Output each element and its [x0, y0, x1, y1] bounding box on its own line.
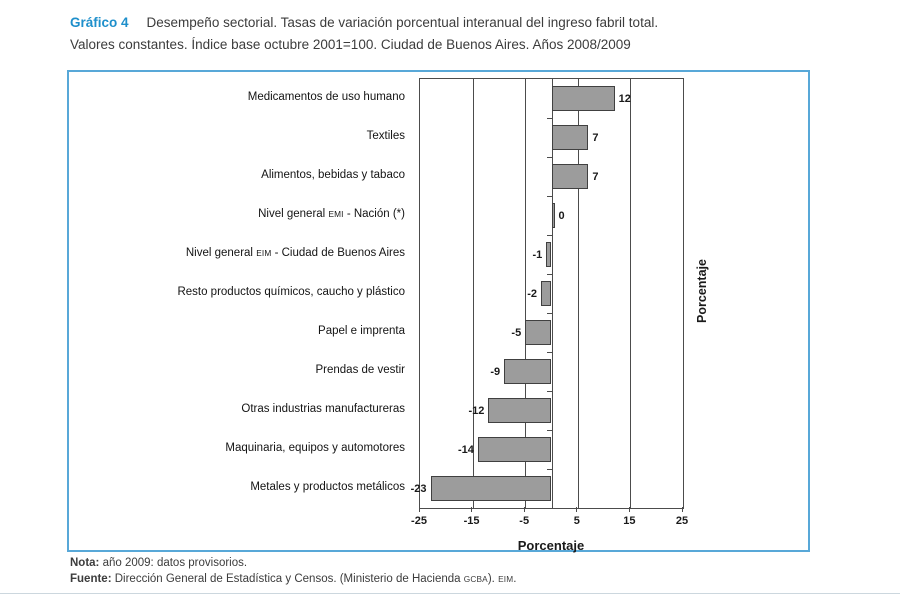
bar-value-label: -14 — [457, 443, 474, 456]
category-label: Alimentos, bebidas y tabaco — [261, 169, 405, 181]
plot-area — [410, 78, 684, 509]
zero-axis-row-tick — [547, 391, 552, 392]
bar — [552, 203, 555, 228]
zero-axis-row-tick — [547, 430, 552, 431]
bar — [552, 125, 589, 150]
x-axis — [411, 507, 689, 537]
chart-container — [67, 70, 810, 552]
x-tick-label: 5 — [573, 515, 580, 527]
category-label: Metales y productos metálicos — [250, 481, 405, 493]
category-label: Otras industrias manufactureras — [241, 403, 405, 415]
bar — [546, 242, 551, 267]
x-tick-label: 25 — [675, 515, 689, 527]
category-label: Papel e imprenta — [318, 325, 405, 337]
bar — [478, 437, 552, 462]
bar-value-label: -12 — [468, 404, 485, 417]
bar-value-label: 7 — [592, 131, 599, 144]
bottom-divider — [0, 593, 900, 594]
graph-number-label: Gráfico 4 — [70, 15, 129, 30]
fuente-text: Dirección General de Estadística y Censos. (Ministerio de Hacienda GCBA). EIM. — [114, 573, 517, 585]
bar — [525, 320, 551, 345]
bar-value-label: 7 — [592, 170, 599, 183]
zero-axis-row-tick — [547, 352, 552, 353]
bar-value-label: -1 — [532, 248, 543, 261]
bar — [431, 476, 552, 501]
bar-value-label: -9 — [490, 365, 501, 378]
bar-value-label: 0 — [558, 209, 565, 222]
chart-title-block — [70, 12, 850, 56]
nota-label: Nota: — [70, 557, 100, 569]
x-tick — [524, 507, 525, 512]
zero-axis-row-tick — [547, 196, 552, 197]
title-line-1 — [70, 12, 850, 34]
bar-value-label: -5 — [511, 326, 522, 339]
category-label: Medicamentos de uso humano — [247, 91, 405, 103]
x-tick — [682, 507, 683, 512]
x-tick — [419, 507, 420, 512]
zero-axis-row-tick — [547, 313, 552, 314]
nota-line — [70, 555, 850, 571]
category-label: Nivel general EMI - Nación (*) — [258, 208, 405, 220]
bar — [504, 359, 551, 384]
bar-value-label: 12 — [618, 92, 631, 105]
x-tick-label: -25 — [411, 515, 427, 527]
x-tick — [576, 507, 577, 512]
zero-axis-row-tick — [547, 157, 552, 158]
x-tick-label: -15 — [463, 515, 480, 527]
chart-footer — [70, 555, 850, 588]
title-line-2: Valores constantes. Índice base octubre 2001=100. Ciudad de Buenos Aires. Años 2008/2009 — [70, 37, 631, 52]
bar — [488, 398, 551, 423]
zero-axis-row-tick — [547, 274, 552, 275]
gridline — [630, 79, 631, 508]
bar-value-label: -23 — [410, 482, 427, 495]
bar-value-label: -2 — [527, 287, 537, 300]
x-axis-title: Porcentaje — [517, 538, 585, 553]
zero-axis-row-tick — [547, 235, 552, 236]
bar — [552, 86, 615, 111]
x-tick-label: 15 — [623, 515, 636, 527]
x-tick — [471, 507, 472, 512]
category-label: Maquinaria, equipos y automotores — [225, 442, 405, 454]
x-tick — [629, 507, 630, 512]
zero-axis-row-tick — [547, 469, 552, 470]
title-text: Desempeño sectorial. Tasas de variación porcentual interanual del ingreso fabril total. — [146, 15, 659, 30]
category-label: Nivel general EIM - Ciudad de Buenos Aires — [185, 247, 405, 259]
bar — [541, 281, 552, 306]
category-label: Prendas de vestir — [315, 364, 405, 376]
zero-axis-row-tick — [547, 118, 552, 119]
x-tick-label: -5 — [519, 515, 530, 527]
category-label: Textiles — [366, 130, 405, 142]
fuente-line — [70, 571, 850, 588]
fuente-label: Fuente: — [70, 573, 112, 585]
bar — [552, 164, 589, 189]
category-label: Resto productos químicos, caucho y plástico — [177, 286, 405, 298]
nota-text: año 2009: datos provisorios. — [102, 557, 248, 569]
right-axis-title: Porcentaje — [695, 259, 709, 323]
